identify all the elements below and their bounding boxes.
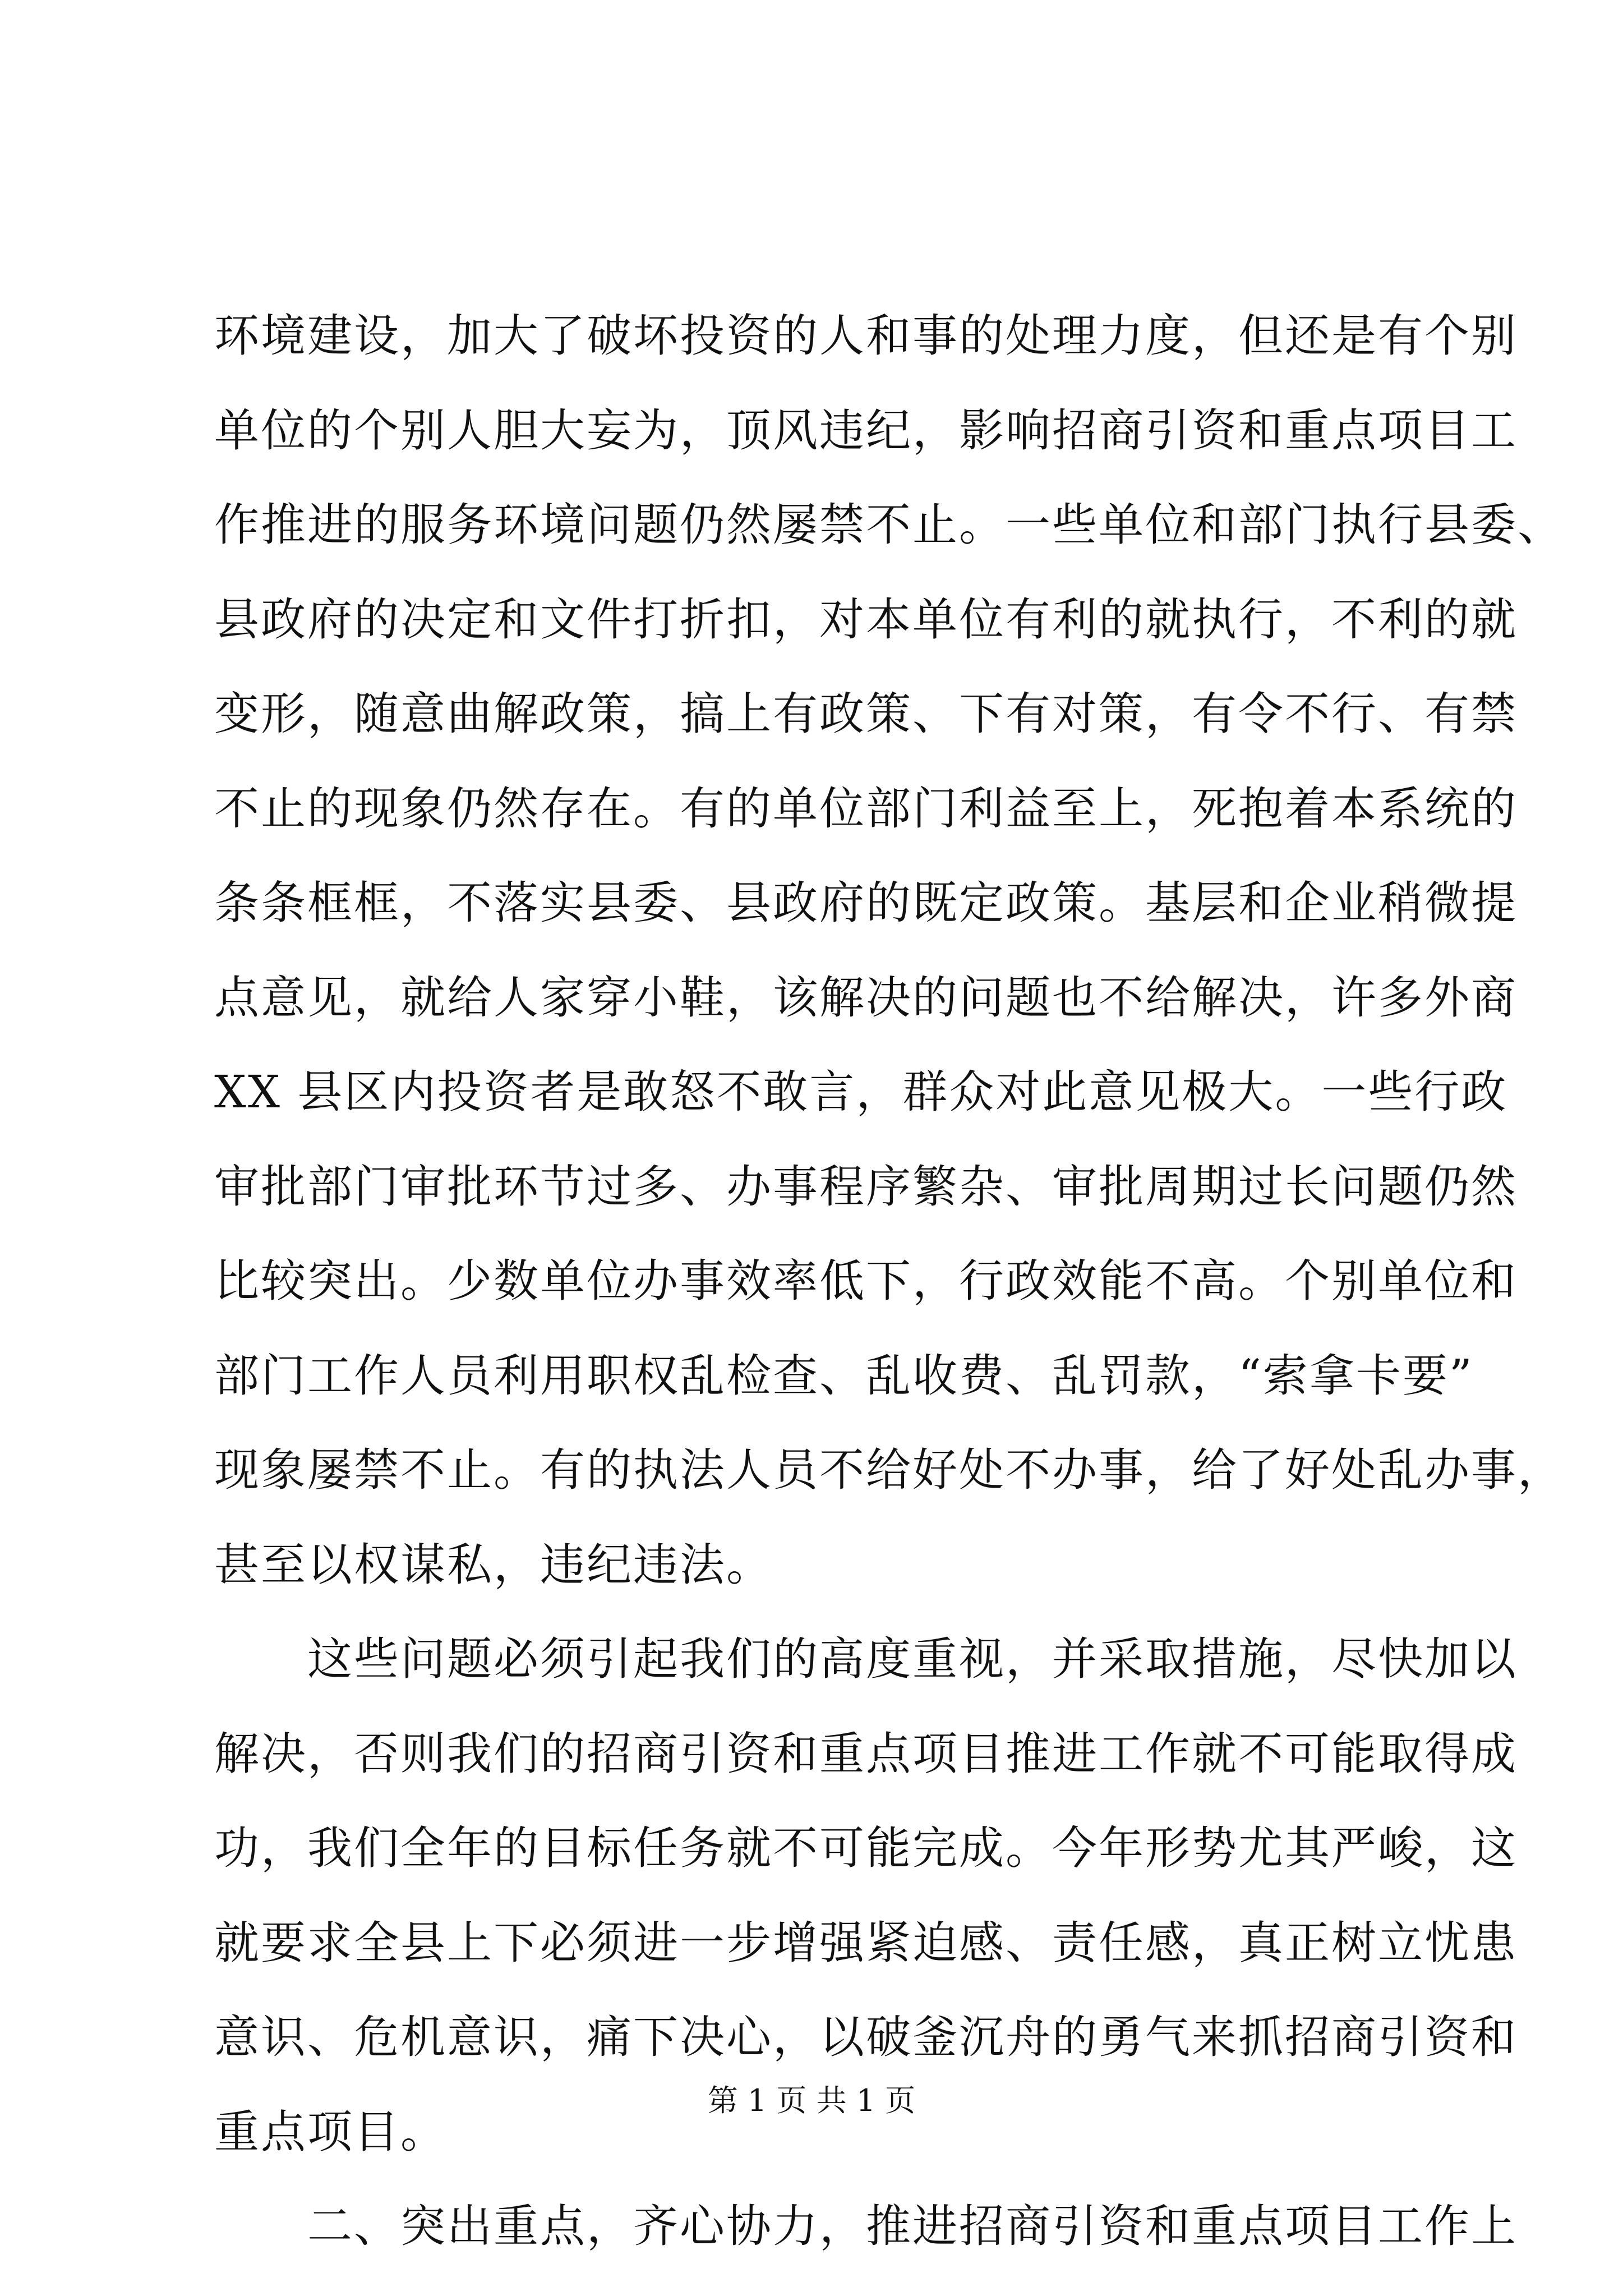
text-line: 部门工作人员利用职权乱检查、乱收费、乱罚款，“索拿卡要” bbox=[214, 1349, 1474, 1402]
text-line: 意识、危机意识，痛下决心，以破釜沉舟的勇气来抓招商引资和 bbox=[214, 2011, 1518, 2063]
page-number-label: 第 1 页 共 1 页 bbox=[707, 2083, 916, 2118]
text-line: 重点项目。 bbox=[214, 2105, 447, 2158]
text-line: 现象屡禁不止。有的执法人员不给好处不办事，给了好处乱办事， bbox=[214, 1444, 1564, 1496]
text-line: 单位的个别人胆大妄为，顶风违纪，影响招商引资和重点项目工 bbox=[214, 404, 1518, 457]
text-line: 作推进的服务环境问题仍然屡禁不止。一些单位和部门执行县委、 bbox=[214, 499, 1564, 551]
text-line: 甚至以权谋私，违纪违法。 bbox=[214, 1538, 773, 1591]
page-footer bbox=[0, 2076, 1623, 2126]
text-line: 比较突出。少数单位办事效率低下，行政效能不高。个别单位和 bbox=[214, 1255, 1518, 1307]
text-line: 变形，随意曲解政策，搞上有政策、下有对策，有令不行、有禁 bbox=[214, 688, 1518, 740]
text-line: 环境建设，加大了破坏投资的人和事的处理力度，但还是有个别 bbox=[214, 310, 1518, 362]
text-line: 不止的现象仍然存在。有的单位部门利益至上，死抱着本系统的 bbox=[214, 782, 1518, 835]
text-line: 解决，否则我们的招商引资和重点项目推进工作就不可能取得成 bbox=[214, 1727, 1518, 1780]
text-line: 条条框框，不落实县委、县政府的既定政策。基层和企业稍微提 bbox=[214, 877, 1518, 929]
text-line: 二、突出重点，齐心协力，推进招商引资和重点项目工作上 bbox=[214, 2200, 1518, 2252]
body-text bbox=[214, 289, 1564, 2274]
text-line: XX 县区内投资者是敢怒不敢言，群众对此意见极大。一些行政 bbox=[214, 1066, 1508, 1118]
text-line: 这些问题必须引起我们的高度重视，并采取措施，尽快加以 bbox=[214, 1633, 1518, 1685]
text-line: 功，我们全年的目标任务就不可能完成。今年形势尤其严峻，这 bbox=[214, 1822, 1518, 1874]
text-line: 点意见，就给人家穿小鞋，该解决的问题也不给解决，许多外商 bbox=[214, 971, 1518, 1024]
text-line: 就要求全县上下必须进一步增强紧迫感、责任感，真正树立忧患 bbox=[214, 1916, 1518, 1969]
text-line: 县政府的决定和文件打折扣，对本单位有利的就执行，不利的就 bbox=[214, 593, 1518, 646]
text-line: 审批部门审批环节过多、办事程序繁杂、审批周期过长问题仍然 bbox=[214, 1160, 1518, 1213]
